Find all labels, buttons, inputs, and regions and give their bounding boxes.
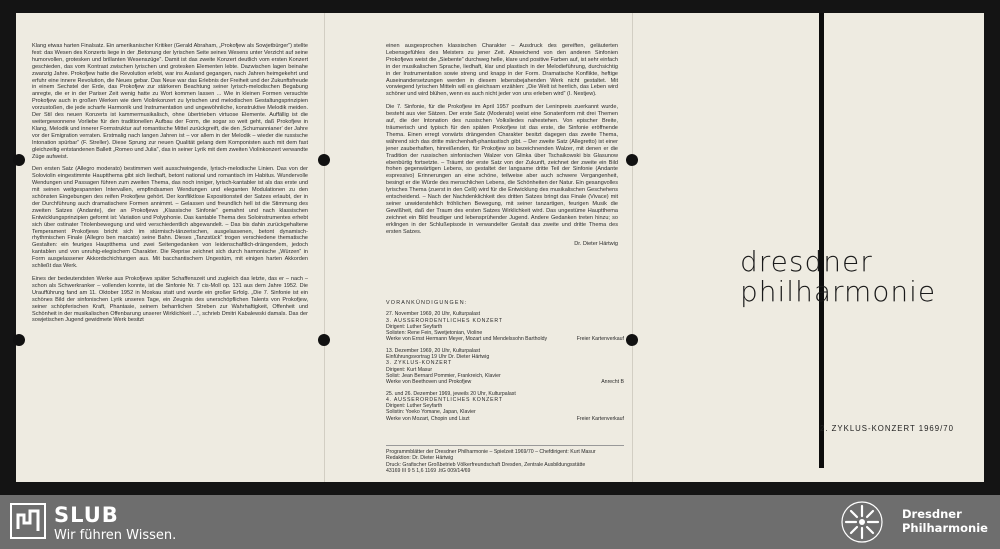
announcements	[386, 300, 624, 427]
slub-logo-icon	[10, 503, 46, 539]
event-line: Solistin: Yoeko Yomane, Japan, Klavier	[386, 409, 476, 416]
punch-hole	[626, 154, 638, 166]
event-note: Anrecht B	[601, 379, 624, 386]
decorative-vertical-bar	[819, 13, 824, 468]
event-line: Dirigent: Kurt Masur	[386, 366, 433, 373]
event-date: 25. und 26. Dezember 1969, jeweils 20 Uhr, Kulturpalast	[386, 390, 516, 397]
event-title: 4. AUSSERORDENTLICHES KONZERT	[386, 396, 503, 403]
event-date: 13. Dezember 1969, 20 Uhr, Kulturpalast	[386, 347, 481, 354]
footer-bar	[0, 495, 1000, 549]
imprint-line: 43169 III 9 5 1,6 1169 .ItG 009/14/69	[386, 468, 471, 475]
imprint-line: Programmblätter der Dresdner Philharmonie – Spielzeit 1969/70 – Chefdirigent: Kurt Masur	[386, 449, 596, 455]
program-sheet	[16, 13, 984, 482]
announcement-item	[386, 391, 624, 422]
announcement-item	[386, 311, 624, 342]
punch-hole	[318, 154, 330, 166]
event-line: Solist: Jean Bernard Pommier, Frankreich, Klavier	[386, 372, 501, 379]
slub-tagline: Wir führen Wissen.	[54, 528, 177, 543]
paragraph: Die 7. Sinfonie, für die Prokofjew im April 1957 posthum der Leninpreis zuerkannt wurde, besteht aus vier Sätzen. Der erste Satz (Moderato) weist eine Sonatenform mit drei Themen auf, die der Intonation des russischen Volksliedes nahestehen. Von epischer Breite, träumerisch und typisch für den späten Prokofjew ist das erste, die Sinfonie eröffnende Thema. Einen erregt vorwärts drängenden Charakter besitzt dagegen das zweite Thema, während sich das dritte märchenhaft-phantastisch gibt. – Der zweite Satz (Allegretto) ist einer jener zauberhaften, hinreißenden, für Prokofjew so bezeichnenden Walzer, mit denen er die Tradition der russischen sinfonischen Walzer von Glinka über Tschaikowski bis Glasunow ebenbürtig fortsetzte. – Träumt der erste Satz von der Zukunft, zeichnet der zweite ein Bild frohen gegenwärtigen Lebens, so gestaltet der langsame dritte Teil der Sinfonie (Andante espressivo) Erinnerungen an eine schöne, teilweise aber auch schwere Vergangenheit, besingt er die Würde des menschlichen Lebens, die Schönheiten der Natur. Ein gesangvolles lyrisches Thema (zuerst in den Celli) wird für die Entwicklung des musikalischen Geschehens entscheidend. – Nach der Nachdenklichkeit des dritten Satzes bringt das Finale (Vivace) mit seiner unwiderstehlich fröhlichen Bewegung, mit seiner tanzartigen, feurigen Musik die Gewißheit, daß der Traum des ersten Satzes Wirklichkeit wird. Das ungestüme Hauptthema zeichnet ein Bild freudiger und lebensprühender Jugend. Andere Gedanken treten hinzu; so erklingen in der Schlußepisode in verwandelter Gestalt das zweite und dritte Thema des ersten Satzes.	[386, 104, 618, 235]
announcements-heading: VORANKÜNDIGUNGEN:	[386, 300, 468, 306]
event-line: Werke von Beethoven und Prokofjew	[386, 379, 472, 386]
paragraph: einen ausgesprochen klassischen Charakter – Ausdruck des gereiften, geläuterten Lebensgefühles des Meisters zu jener Zeit. Abweichend von den anderen Sinfonien Prokofjews weist die „Siebente“ durchweg helle, klare und positive Farben auf, ist sehr einfach in der musikalischen Sprache, liedhaft, klar und plastisch in der Melodieführung, durchsichtig in der Instrumentation sowie streng und knapp in der Form. Dramatische Konflikte, heftige Auseinandersetzungen werden in diesem lebensbejahenden Werk nicht gestaltet. Mit vorwiegend lyrischen Mitteln will es gleichsam erzählen: „Die Welt ist herrlich, das Leben wird schöner und wird blühen, wenn es auch nicht jeder von uns erleben wird“ (I. Nestjew).	[386, 43, 618, 98]
text-column-middle	[386, 43, 618, 293]
imprint-line: Druck: Grafischer Großbetrieb Völkerfreundschaft Dresden, Zentrale Ausbildungsstätte	[386, 461, 586, 468]
announcement-item	[386, 360, 624, 385]
punch-hole	[13, 334, 25, 346]
punch-hole	[626, 334, 638, 346]
brand-line-2: philharmonie	[740, 275, 937, 308]
imprint	[386, 445, 624, 475]
event-line: Werke von Mozart, Chopin und Liszt	[386, 415, 470, 422]
paragraph: Den ersten Satz (Allegro moderato) bestimmen weit ausschwingende, lyrisch-melodische Linien. Das von der Soloviolin eingestimmte Hauptthema gibt sich liedhaft, betont national und romantisch im Habitus. Wundervolle Wendungen und Passagen führen zum zweiten Thema, das noch inniger, lyrisch-kantabler ist als das erste und mit seinen weitgespannten Intervallen, empfindsamen Wendungen und eleganten Modulationen zu den schönsten Eingebungen des reifen Prokofjew gehört. Der konfliktlose Expositionsteil der Satzes erlaubt, der in der Durchführung auch dramatischere Formen annimmt. – Gelassen und freundlich hell ist die Stimmung des zweiten Satzes (Andante), der an Prokofjews „Klassische Sinfonie“ gemahnt und nach klassischen Entwicklungsprinzipien geformt ist: Variation und Polyphonie. Das kantable Thema des Soloinstrumentes erhebt sich über ostinater Triolenbewegung und wird verschiedentlich abgewandelt. – Das bis dahin zurückgehaltene Temperament Prokofjews bricht sich im stürmisch-tänzerischen, ausgelassenen, betont dynamisch-rhythmischen Finale (Allegro ben marcato) seine Bahn. Dieses „Tanzstück“ trogen verschiedene thematische Gestalten: ein feuriges Hauptthema und zwei Seitengedanken von leidenschaftlich-drängendem, jedoch kantablen und von unruhig-elegischem Charakter. Die Reprise zeichnet sich durch harmonische „Würzen“ in Form ausgelassener Akkordschichtungen aus. Mit bacchantischem Ungestüm, mit einigen harten Akkorden schließt das Werk.	[32, 166, 308, 270]
event-line: Dirigent: Luther Seyfarth	[386, 403, 443, 410]
fold-line	[324, 13, 325, 482]
event-note: Freier Kartenverkauf	[576, 415, 624, 422]
event-title: 3. AUSSERORDENTLICHES KONZERT	[386, 317, 503, 324]
concert-title: 2. ZYKLUS-KONZERT 1969/70	[820, 424, 954, 433]
event-title: 3. ZYKLUS-KONZERT	[386, 360, 452, 367]
author-signature: Dr. Dieter Härtwig	[574, 241, 618, 248]
philharmonie-name-line-2: Philharmonie	[902, 521, 988, 535]
philharmonie-name	[902, 507, 988, 535]
paragraph: Klang etwas harten Finalsatz. Ein amerikanischer Kritiker (Gerald Abraham, „Prokofjew als Sowjetbürger“) stellte fest: das Wesen des Konzerts liege in der ‚Betonung der lyrischen Seite seines Wesens unter Verzicht auf seine humorvollen, grotesken und brillanten Wesenszüge“. Damit ist das zweite Konzert deutlich vom ersten Konzert geschieden, das vom Kontrast zwischen lyrischen und grotesken Elementen lebte. Dazwischen lagen beinahe zwanzig Jahre. Prokofjew hatte die Revolution erlebt, war ins Ausland gegangen, nach Jahren heimgekehrt und erfuhr eine innere Revolution, die Neues gebar. Das Neue war das Erlebnis der Freiheit und der Zukunftsfreude in einem Sechstel der Erde, das Prokofjew zur stärkeren Beachtung seiner lyrisch-melodischen Begabung anregte, die er in der Pariser Zeit wenig hatte zu Wort kommen lassen ... Wie in kleinen Formen versuchte Prokofjew auch in großen Werken wie dem Violinkonzert zu lyrischen und melodischen Gestaltungsprinzipien vorzustoßen, die jede scharfe Harmonik und Instrumentation und ungewöhnliche, konstruktive Melodik meiden. Der Stil des neuen Konzerts ist kammermusikalisch, ohne übertrieben virtuose Elemente. Auffällig ist die weitergewonnene Vorliebe für den traditionellen Aufbau der Form, die sogar so weit geht, daß Prokofjew in Klang, Melodik und innerer Formstruktur auf romantische Mittel zurückgreift, die den ‚Schumannianer‘ der Jahre vor der Emigration verraten. Erstmalig nach langen Jahren ist – vor allem in der Melodik – wieder die russische Intonation spürbar“ (F. Streller). Diese Sprung zur neuen Qualität gelang dem Komponisten auch mit dem fast gleichzeitig entstandenen Ballett „Romeo und Julia“, das in seiner Lyrik mit dem zweiten Violinkonzert verwandte Züge aufweist.	[32, 43, 308, 160]
punch-hole	[13, 154, 25, 166]
event-line: Dirigent: Luther Seyfarth	[386, 323, 443, 330]
event-date: 27. November 1969, 20 Uhr, Kulturpalast	[386, 311, 481, 318]
philharmonie-logo-icon	[838, 498, 886, 546]
imprint-line: Redaktion: Dr. Dieter Härtwig	[386, 455, 454, 462]
announcement-item	[386, 348, 624, 361]
brand-line-1: dresdner	[740, 245, 873, 278]
event-line: Einführungsvortrag 19 Uhr Dr. Dieter Härtwig	[386, 354, 490, 361]
event-note: Freier Kartenverkauf	[576, 336, 624, 343]
philharmonie-name-line-1: Dresdner	[902, 507, 962, 521]
slub-name: SLUB	[54, 503, 119, 527]
paragraph: Eines der bedeutendsten Werke aus Prokofjews später Schaffenszeit und zugleich das letzte, das er – nach – schon als Schwerkranker – vollenden konnte, ist die Sinfonie Nr. 7 cis-Moll op. 131 aus dem Jahre 1952. Die Uraufführung fand am 11. Oktober 1952 in Moskau statt und wurde ein großer Erfolg. „Die 7. Sinfonie ist ein schönes Bild der sinfonischen Lyrik unseres Tage, ein Zeugnis des unerschöpflichen Talents von Prokofjew, seiner schöpferischen Kraft, Phantasie, seinem beharrlichen Streben zur Wahrhaftigkeit, Offenheit und Schönheit in der musikalischen Offenbarung unserer Wirklichkeit ...“, schrieb Dmitri Kabalewski damals. Das der sowjetischen Jugend gewidmete Werk besitzt	[32, 276, 308, 324]
brand-wordmark	[740, 247, 936, 307]
fold-line	[632, 13, 633, 482]
event-line: Werke von Ernst Hermann Meyer, Mozart und Mendelssohn Bartholdy	[386, 336, 548, 343]
text-column-left	[32, 43, 308, 473]
punch-hole	[318, 334, 330, 346]
event-line: Solisten: Rene Fein, Swetjetonian, Violine	[386, 330, 483, 337]
